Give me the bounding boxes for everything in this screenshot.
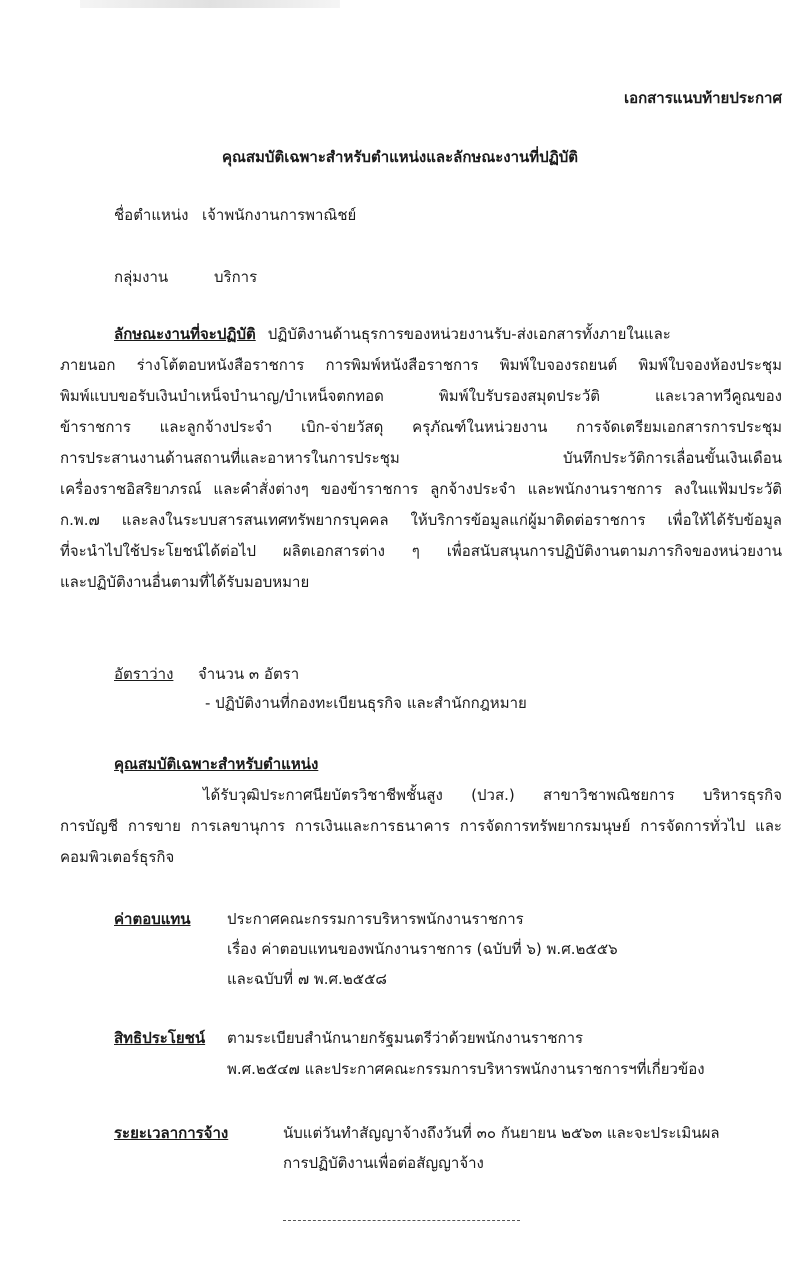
group-label: กลุ่มงาน <box>114 268 169 286</box>
compensation-line: และฉบับที่ ๗ พ.ศ.๒๕๕๘ <box>227 970 387 988</box>
compensation-label: ค่าตอบแทน <box>114 910 191 928</box>
qualifications-line: คอมพิวเตอร์ธุรกิจ <box>60 848 175 866</box>
duties-line: และปฏิบัติงานอื่นตามที่ได้รับมอบหมาย <box>60 573 310 591</box>
page-title: คุณสมบัติเฉพาะสำหรับตำแหน่งและลักษณะงานที่ปฏิบัติ <box>221 148 579 166</box>
end-divider <box>283 1220 520 1221</box>
compensation-line: ประกาศคณะกรรมการบริหารพนักงานราชการ <box>227 910 524 928</box>
compensation-line: เรื่อง ค่าตอบแทนของพนักงานราชการ (ฉบับที่ ๖) พ.ศ.๒๕๕๖ <box>227 940 618 958</box>
position-value: เจ้าพนักงานการพาณิชย์ <box>202 206 357 224</box>
scan-artifact <box>80 0 340 8</box>
benefits-label: สิทธิประโยชน์ <box>114 1029 206 1047</box>
group-value: บริการ <box>214 268 258 286</box>
duties-text: ปฏิบัติงานด้านธุรการของหน่วยงานรับ-ส่งเอกสารทั้งภายในและ <box>267 325 671 343</box>
duties-line: ข้าราชการ และลูกจ้างประจำ เบิก-จ่ายวัสดุ ครุภัณฑ์ในหน่วยงาน การจัดเตรียมเอกสารการประชุม <box>60 418 782 436</box>
vacancy-label: อัตราว่าง <box>114 665 174 683</box>
benefits-line: ตามระเบียบสำนักนายกรัฐมนตรีว่าด้วยพนักงานราชการ <box>227 1029 584 1047</box>
benefits-line: พ.ศ.๒๕๔๗ และประกาศคณะกรรมการบริหารพนักงานราชการฯที่เกี่ยวข้อง <box>227 1060 705 1078</box>
position-label: ชื่อตำแหน่ง <box>114 206 189 224</box>
term-line: การปฏิบัติงานเพื่อต่อสัญญาจ้าง <box>283 1154 484 1172</box>
duties-line: ก.พ.๗ และลงในระบบสารสนเทศทรัพยากรบุคคล ให้บริการข้อมูลแก่ผู้มาติดต่อราชการ เพื่อให้ได้รับข้อมูล <box>60 511 782 529</box>
header-note: เอกสารแนบท้ายประกาศ <box>623 89 782 107</box>
duties-line: เครื่องราชอิสริยาภรณ์ และคำสั่งต่างๆ ของข้าราชการ ลูกจ้างประจำ และพนักงานราชการ ลงในแฟ้มประวัติ <box>60 480 782 498</box>
duties-line: พิมพ์แบบขอรับเงินบำเหน็จบำนาญ/บำเหน็จตกทอด พิมพ์ใบรับรองสมุดประวัติ และเวลาทวีคูณของ <box>60 387 782 405</box>
duties-line: ภายนอก ร่างโต้ตอบหนังสือราชการ การพิมพ์หนังสือราชการ พิมพ์ใบจองรถยนต์ พิมพ์ใบจองห้องประชุม <box>60 356 782 374</box>
term-line: นับแต่วันทำสัญญาจ้างถึงวันที่ ๓๐ กันยายน ๒๕๖๓ และจะประเมินผล <box>283 1124 720 1142</box>
term-label: ระยะเวลาการจ้าง <box>114 1124 229 1142</box>
qualifications-line: การบัญชี การขาย การเลขานุการ การเงินและการธนาคาร การจัดการทรัพยากรมนุษย์ การจัดการทั่วไป และ <box>60 817 782 835</box>
qualifications-line: ได้รับวุฒิประกาศนียบัตรวิชาชีพชั้นสูง (ปวส.) สาขาวิชาพณิชยการ บริหารธุรกิจ <box>203 786 782 804</box>
vacancy-value: จำนวน ๓ อัตรา <box>198 665 300 683</box>
vacancy-detail: - ปฏิบัติงานที่กองทะเบียนธุรกิจ และสำนักกฎหมาย <box>205 694 527 712</box>
qualifications-label: คุณสมบัติเฉพาะสำหรับตำแหน่ง <box>114 755 319 773</box>
duties-line: ที่จะนำไปใช้ประโยชน์ได้ต่อไป ผลิตเอกสารต่าง ๆ เพื่อสนับสนุนการปฏิบัติงานตามภารกิจของหน่วยงาน <box>60 542 782 560</box>
duties-label: ลักษณะงานที่จะปฏิบัติ <box>114 325 256 343</box>
duties-line: การประสานงานด้านสถานที่และอาหารในการประชุม บันทึกประวัติการเลื่อนขั้นเงินเดือน <box>60 449 782 467</box>
duties-first-line <box>114 322 782 346</box>
